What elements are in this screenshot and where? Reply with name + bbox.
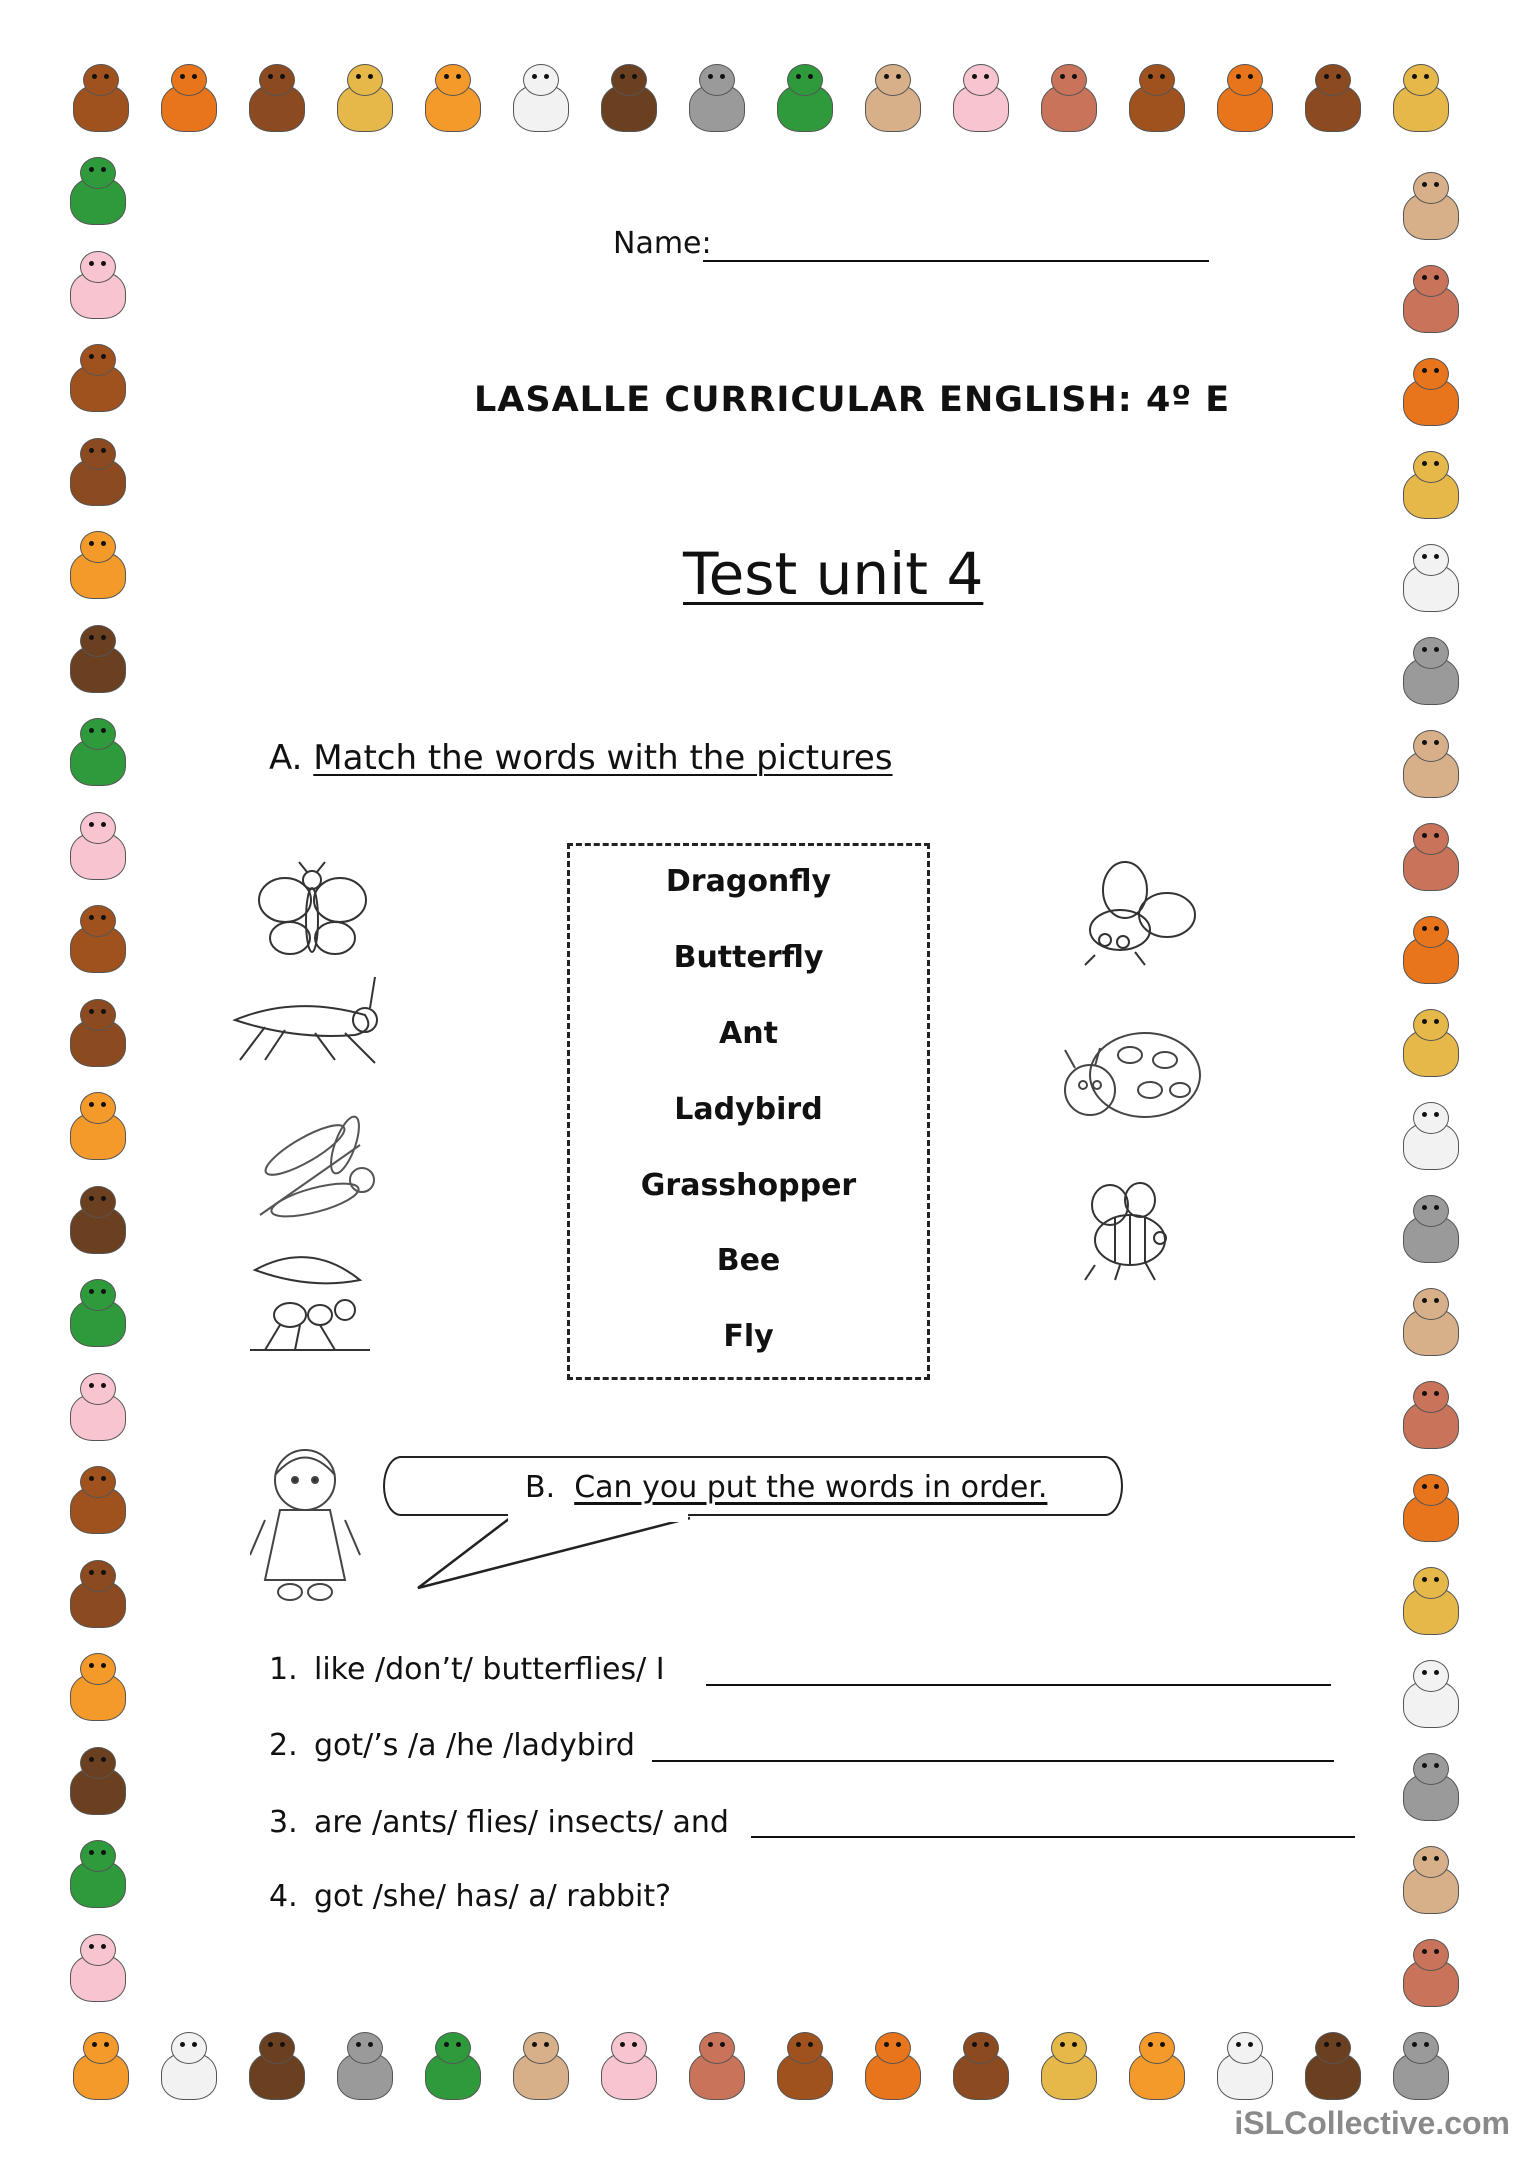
animal-icon [1395,1286,1465,1360]
animal-icon [1395,1193,1465,1267]
animal-icon [241,2030,311,2104]
animal-icon [62,249,132,323]
animal-icon [1395,170,1465,244]
dragonfly-picture [250,1105,385,1225]
animal-icon [62,1464,132,1538]
animal-icon [153,62,223,136]
animal-icon [62,1745,132,1819]
animal-icon [62,810,132,884]
word-item: Ladybird [674,1092,823,1127]
animal-icon [1395,1844,1465,1918]
answer-line-1[interactable] [706,1684,1331,1686]
grasshopper-picture [225,975,390,1070]
animal-icon [329,62,399,136]
animal-icon [62,623,132,697]
animal-icon [62,1651,132,1725]
name-field-line[interactable] [703,260,1209,262]
item-words: got /she/ has/ a/ rabbit? [314,1879,672,1914]
item-words: got/’s /a /he /ladybird [314,1728,635,1763]
animal-icon [1395,1658,1465,1732]
animal-icon [1395,449,1465,523]
animal-icon [62,436,132,510]
bubble-gap [500,1505,700,1525]
ant-picture [250,1240,370,1355]
animal-icon [769,2030,839,2104]
butterfly-picture [255,860,370,970]
item-number: 2. [269,1728,298,1763]
animal-icon [1209,2030,1279,2104]
animal-icon [241,62,311,136]
page-title: Test unit 4 [683,540,984,608]
item-words: like /don’t/ butterflies/ I [314,1652,665,1687]
animal-icon [62,529,132,603]
animal-icon [1395,356,1465,430]
animal-icon [62,1932,132,2006]
name-label: Name: [613,226,712,261]
item-number: 3. [269,1805,298,1840]
animal-icon [62,342,132,416]
word-item: Ant [719,1016,778,1051]
animal-icon [1297,2030,1367,2104]
answer-line-2[interactable] [652,1760,1334,1762]
animal-icon [1033,62,1103,136]
animal-icon [62,1090,132,1164]
animal-icon [1395,542,1465,616]
animal-icon [1395,1565,1465,1639]
animal-icon [62,716,132,790]
animal-icon [1121,62,1191,136]
animal-icon [857,2030,927,2104]
order-item [269,1652,665,1687]
animal-icon [1395,1100,1465,1174]
animal-icon [593,2030,663,2104]
section-a-instruction: Match the words with the pictures [313,738,893,778]
animal-icon [62,1277,132,1351]
animal-icon [1395,1379,1465,1453]
doll-picture [250,1440,370,1605]
section-b-letter: B. [525,1470,556,1505]
order-item [269,1879,671,1914]
animal-icon [62,1371,132,1445]
animal-icon [1033,2030,1103,2104]
animal-icon [62,903,132,977]
animal-icon [1395,1007,1465,1081]
animal-icon [1395,1751,1465,1825]
word-box [567,843,930,1380]
animal-icon [62,155,132,229]
order-item [269,1805,729,1840]
animal-icon [417,62,487,136]
animal-icon [681,62,751,136]
animal-icon [593,62,663,136]
animal-icon [505,62,575,136]
animal-icon [681,2030,751,2104]
section-a-letter: A. [269,738,303,778]
item-number: 1. [269,1652,298,1687]
animal-icon [1395,1937,1465,2011]
animal-icon [62,1558,132,1632]
animal-icon [62,1838,132,1912]
word-item: Dragonfly [665,864,832,899]
animal-icon [62,1184,132,1258]
item-words: are /ants/ flies/ insects/ and [314,1805,729,1840]
animal-icon [1385,62,1455,136]
animal-icon [857,62,927,136]
animal-icon [329,2030,399,2104]
word-item: Butterfly [673,940,824,975]
animal-icon [65,62,135,136]
animal-icon [1395,914,1465,988]
animal-icon [1395,728,1465,802]
worksheet-heading: LASALLE CURRICULAR ENGLISH: 4º E [474,380,1231,420]
animal-icon [65,2030,135,2104]
animal-icon [1395,635,1465,709]
animal-icon [417,2030,487,2104]
section-b-heading [525,1470,1047,1505]
animal-icon [1121,2030,1191,2104]
section-b-instruction: Can you put the words in order. [574,1470,1048,1505]
watermark: iSLCollective.com [1234,2105,1510,2141]
animal-icon [1395,821,1465,895]
animal-icon [945,62,1015,136]
animal-icon [1395,1472,1465,1546]
order-item [269,1728,635,1763]
word-item: Bee [716,1243,781,1278]
bee-picture [1075,1180,1190,1290]
animal-icon [945,2030,1015,2104]
animal-icon [1395,263,1465,337]
animal-icon [769,62,839,136]
fly-picture [1075,860,1200,970]
item-number: 4. [269,1879,298,1914]
section-a-heading [269,738,893,778]
animal-icon [1385,2030,1455,2104]
animal-icon [62,997,132,1071]
ladybird-picture [1055,1020,1205,1135]
animal-icon [505,2030,575,2104]
word-item: Grasshopper [640,1168,857,1203]
answer-line-3[interactable] [751,1836,1355,1838]
animal-icon [1209,62,1279,136]
word-item: Fly [723,1319,774,1354]
animal-icon [153,2030,223,2104]
animal-icon [1297,62,1367,136]
